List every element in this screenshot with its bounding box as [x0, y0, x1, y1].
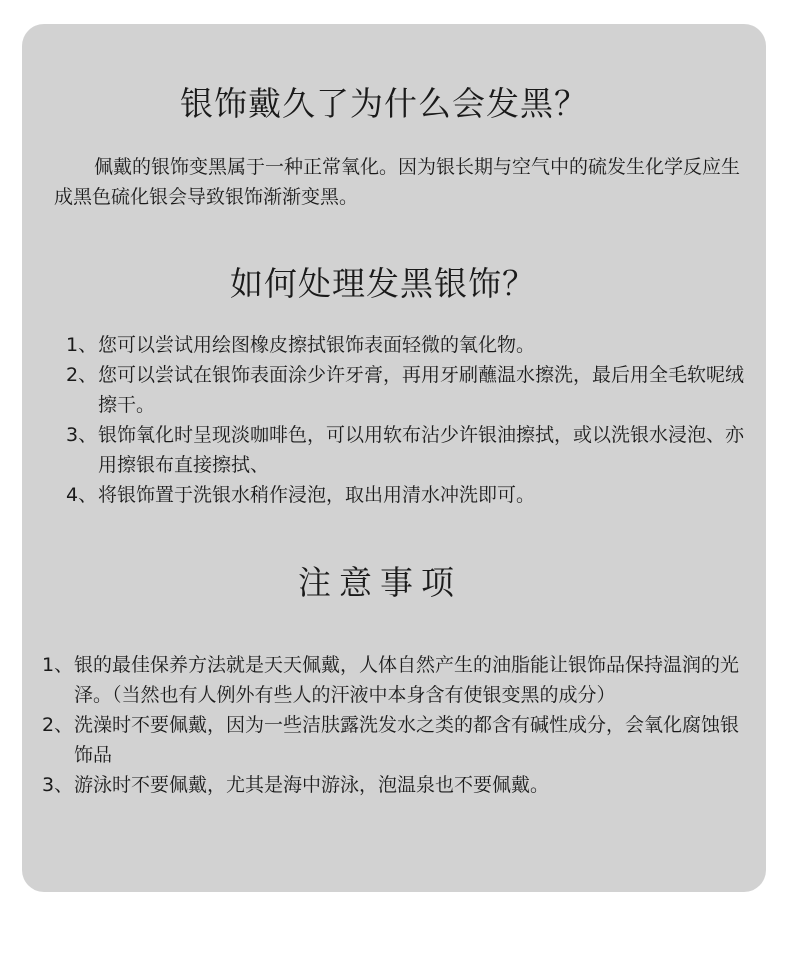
- item-number: 1、: [42, 654, 74, 676]
- item-text: 游泳时不要佩戴，尤其是海中游泳，泡温泉也不要佩戴。: [74, 774, 550, 796]
- how-to-clean-title: 如何处理发黑银饰？: [230, 264, 536, 303]
- item-text: 您可以尝试在银饰表面涂少许牙膏，再用牙刷蘸温水擦洗，最后用全毛软呢绒擦干。: [98, 364, 745, 416]
- list-item: [42, 650, 757, 710]
- item-number: 2、: [66, 364, 98, 386]
- item-number: 3、: [42, 774, 74, 796]
- content-card: [22, 24, 766, 892]
- item-number: 1、: [66, 334, 98, 356]
- item-number: 3、: [66, 424, 98, 446]
- item-text: 洗澡时不要佩戴，因为一些洁肤露洗发水之类的都含有碱性成分，会氧化腐蚀银饰品: [74, 714, 740, 766]
- list-item: [66, 330, 746, 360]
- cleaning-steps-list: [66, 330, 746, 510]
- precautions-list: [42, 650, 757, 800]
- item-text: 您可以尝试用绘图橡皮擦拭银饰表面轻微的氧化物。: [98, 334, 536, 356]
- why-black-paragraph: 佩戴的银饰变黑属于一种正常氧化。因为银长期与空气中的硫发生化学反应生成黑色硫化银会导致银饰渐渐变黑。: [54, 156, 741, 208]
- list-item: [66, 420, 746, 480]
- precautions-title: 注意事项: [298, 563, 462, 602]
- item-number: 4、: [66, 484, 98, 506]
- item-number: 2、: [42, 714, 74, 736]
- item-text: 银的最佳保养方法就是天天佩戴，人体自然产生的油脂能让银饰品保持温润的光泽。（当然也有人例外有些人的汗液中本身含有使银变黑的成分）: [74, 654, 740, 706]
- list-item: [42, 710, 757, 770]
- item-text: 银饰氧化时呈现淡咖啡色，可以用软布沾少许银油擦拭，或以洗银水浸泡、亦用擦银布直接擦拭、: [98, 424, 745, 476]
- item-text: 将银饰置于洗银水稍作浸泡，取出用清水冲洗即可。: [98, 484, 536, 506]
- why-black-title: 银饰戴久了为什么会发黑？: [180, 84, 588, 123]
- list-item: [42, 770, 757, 800]
- list-item: [66, 480, 746, 510]
- list-item: [66, 360, 746, 420]
